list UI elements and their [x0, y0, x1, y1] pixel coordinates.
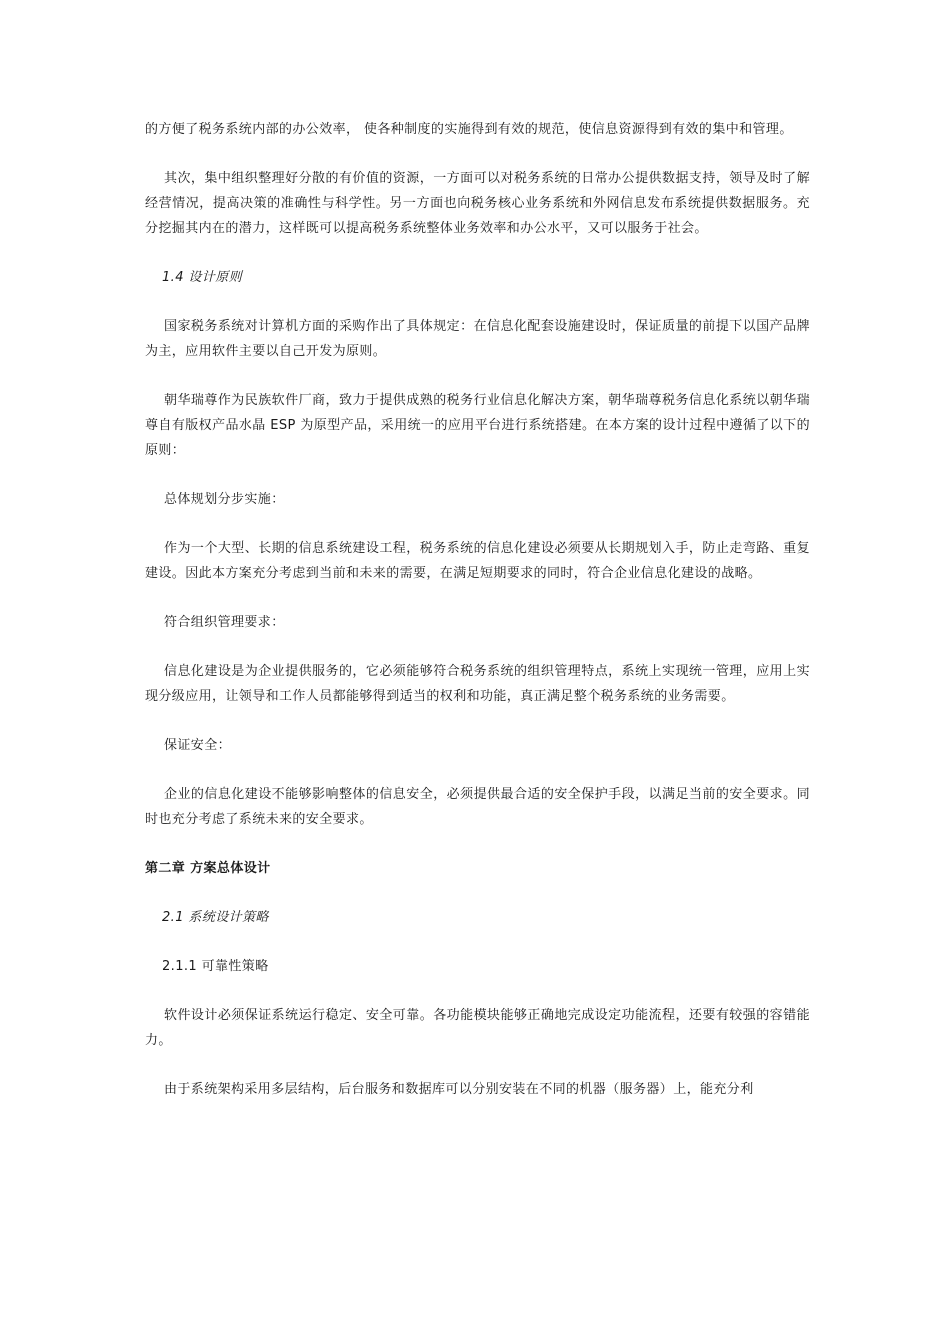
section-title: 系统设计策略 — [183, 910, 269, 925]
paragraph-text: 为原型产品，采用统一的应用平台进行系统搭建。在本方案的设计过程中遵循了以下的原则： — [145, 418, 810, 458]
document-page — [145, 117, 810, 1126]
paragraph-procurement-rules: 国家税务系统对计算机方面的采购作出了具体规定：在信息化配套设施建设时，保证质量的前提下以国产品牌为主，应用软件主要以自己开发为原则。 — [145, 319, 810, 359]
principle-label-organization: 符合组织管理要求： — [164, 615, 285, 630]
product-name: ESP — [270, 418, 296, 433]
section-number: 2.1 — [162, 910, 184, 925]
section-number: 1.4 — [162, 270, 184, 285]
paragraph-text: 朝华瑞尊作为民族软件厂商，致力于提供成熟的税务行业信息化解决方案，朝华瑞尊税务信息化系统以朝华瑞尊自有版权产品水晶 — [145, 393, 810, 433]
principle-label-security: 保证安全： — [164, 738, 232, 753]
section-title: 可靠性策略 — [197, 959, 269, 974]
section-title: 设计原则 — [183, 270, 243, 285]
paragraph-security: 企业的信息化建设不能够影响整体的信息安全，必须提供最合适的安全保护手段，以满足当前的安全要求。同时也充分考虑了系统未来的安全要求。 — [145, 787, 810, 827]
paragraph-planning: 作为一个大型、长期的信息系统建设工程，税务系统的信息化建设必须要从长期规划入手，防止走弯路、重复建设。因此本方案充分考虑到当前和未来的需要，在满足短期要求的同时，符合企业信息化建设的战略。 — [145, 541, 810, 581]
paragraph-architecture: 由于系统架构采用多层结构，后台服务和数据库可以分别安装在不同的机器（服务器）上，能充分利 — [164, 1082, 754, 1097]
section-heading-2-1 — [145, 905, 810, 930]
paragraph-organization: 信息化建设是为企业提供服务的，它必须能够符合税务系统的组织管理特点，系统上实现统一管理，应用上实现分级应用，让领导和工作人员都能够得到适当的权利和功能，真正满足整个税务系统的业务需要。 — [145, 664, 810, 704]
section-heading-2-1-1 — [145, 954, 810, 979]
paragraph-vendor-intro — [145, 388, 810, 463]
paragraph-reliability: 软件设计必须保证系统运行稳定、安全可靠。各功能模块能够正确地完成设定功能流程，还要有较强的容错能力。 — [145, 1008, 810, 1048]
paragraph-office-efficiency: 的方便了税务系统内部的办公效率， 使各种制度的实施得到有效的规范，使信息资源得到有效的集中和管理。 — [145, 122, 793, 137]
section-number: 2.1.1 — [162, 959, 198, 974]
section-heading-1-4 — [145, 265, 810, 290]
chapter-heading-2: 第二章 方案总体设计 — [145, 861, 271, 876]
paragraph-resource-organization: 其次，集中组织整理好分散的有价值的资源，一方面可以对税务系统的日常办公提供数据支持，领导及时了解经营情况，提高决策的准确性与科学性。另一方面也向税务核心业务系统和外网信息发布系统提供数据服务。充分挖掘其内在的潜力，这样既可以提高税务系统整体业务效率和办公水平，又可以服务于社会。 — [145, 171, 810, 236]
principle-label-planning: 总体规划分步实施： — [164, 492, 285, 507]
